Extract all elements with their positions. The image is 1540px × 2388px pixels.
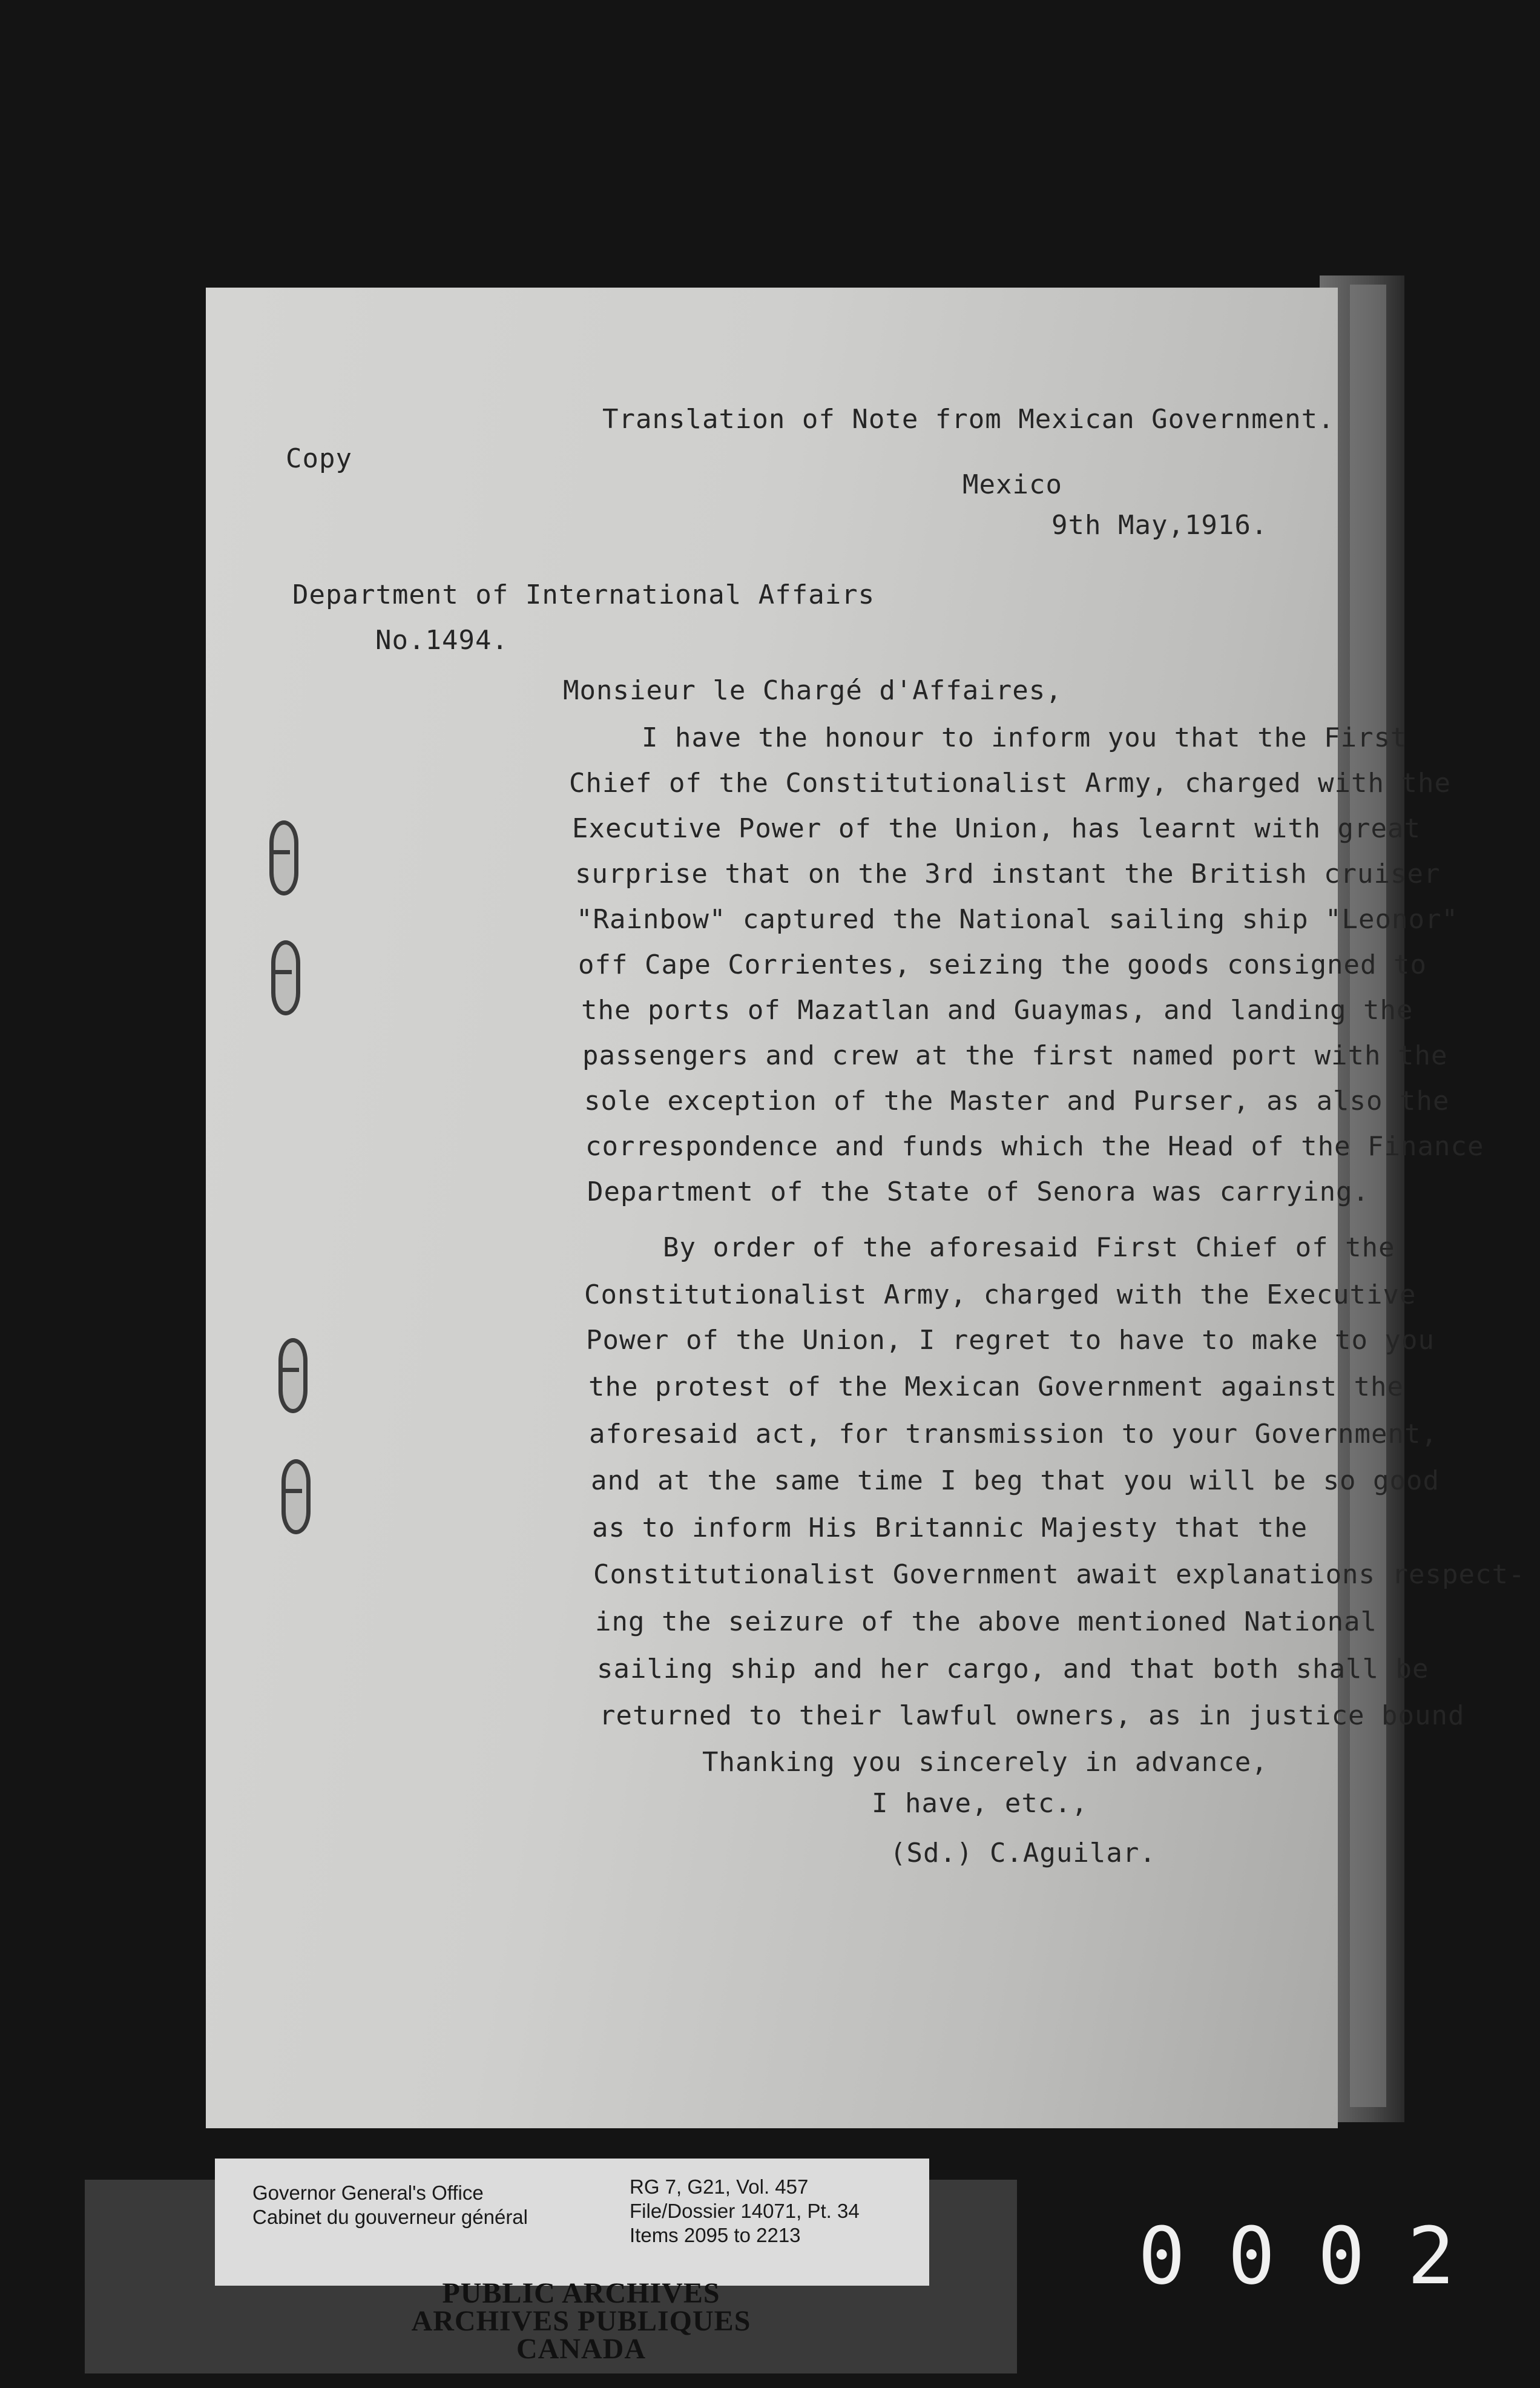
closing-line: Thanking you sincerely in advance,	[702, 1747, 1268, 1778]
text-line: Constitutionalist Government await explanations respect-	[593, 1559, 1525, 1590]
text-line: returned to their lawful owners, as in justice bound	[599, 1700, 1465, 1731]
department-line: Department of International Affairs	[292, 579, 875, 610]
archive-label	[215, 2159, 929, 2286]
text-line: as to inform His Britannic Majesty that the	[592, 1512, 1308, 1543]
text-line: the ports of Mazatlan and Guaymas, and landing the	[581, 995, 1413, 1026]
text-line: surprise that on the 3rd instant the British cruiser	[575, 859, 1441, 889]
document-heading: Translation of Note from Mexican Government.	[602, 404, 1335, 435]
stamp-line: ARCHIVES PUBLIQUES	[411, 2305, 751, 2337]
date-line: 9th May,1916.	[1051, 510, 1268, 541]
file-dossier: File/Dossier 14071, Pt. 34	[630, 2200, 860, 2222]
text-line: I have the honour to inform you that the First	[642, 722, 1407, 753]
items-range: Items 2095 to 2213	[630, 2224, 801, 2246]
office-french: Cabinet du gouverneur général	[252, 2206, 528, 2228]
binder-hole-mark	[281, 1459, 311, 1534]
binder-hole-mark	[271, 940, 300, 1015]
text-line: aforesaid act, for transmission to your Government,	[589, 1419, 1438, 1450]
stamp-line: CANADA	[516, 2333, 646, 2365]
text-line: the protest of the Mexican Government against the	[588, 1371, 1404, 1402]
frame-number: 0002	[1138, 2210, 1498, 2302]
text-line: correspondence and funds which the Head of the Finance	[585, 1131, 1484, 1162]
closing-line-2: I have, etc.,	[872, 1788, 1088, 1819]
salutation: Monsieur le Chargé d'Affaires,	[563, 675, 1062, 706]
text-line: "Rainbow" captured the National sailing ship "Leonor"	[576, 904, 1458, 935]
text-line: Power of the Union, I regret to have to make to you	[586, 1325, 1435, 1356]
archives-stamp	[363, 2277, 799, 2367]
text-line: Executive Power of the Union, has learnt with great	[572, 813, 1421, 844]
text-line: sailing ship and her cargo, and that both shall be	[597, 1654, 1429, 1684]
text-line: ing the seizure of the above mentioned National	[595, 1606, 1378, 1637]
text-line: Chief of the Constitutionalist Army, charged with the	[569, 768, 1451, 799]
text-line: Constitutionalist Army, charged with the Executive	[584, 1279, 1417, 1310]
text-line: and at the same time I beg that you will be so good	[591, 1465, 1440, 1496]
text-line: sole exception of the Master and Purser, as also the	[584, 1086, 1450, 1116]
document-page	[206, 288, 1525, 2128]
place-line: Mexico	[962, 469, 1062, 500]
signature: (Sd.) C.Aguilar.	[890, 1838, 1156, 1869]
office-english: Governor General's Office	[252, 2182, 484, 2204]
text-line: off Cape Corrientes, seizing the goods consigned to	[578, 949, 1427, 980]
text-line: passengers and crew at the first named port with the	[582, 1040, 1448, 1071]
copy-label: Copy	[286, 443, 352, 474]
text-line: By order of the aforesaid First Chief of the	[663, 1232, 1395, 1263]
binder-hole-mark	[269, 820, 298, 896]
stamp-line: PUBLIC ARCHIVES	[442, 2277, 720, 2309]
reference-number: No.1494.	[375, 625, 508, 656]
record-group: RG 7, G21, Vol. 457	[630, 2175, 809, 2198]
binder-hole-mark	[278, 1338, 308, 1413]
text-line: Department of the State of Senora was carrying.	[587, 1176, 1370, 1207]
